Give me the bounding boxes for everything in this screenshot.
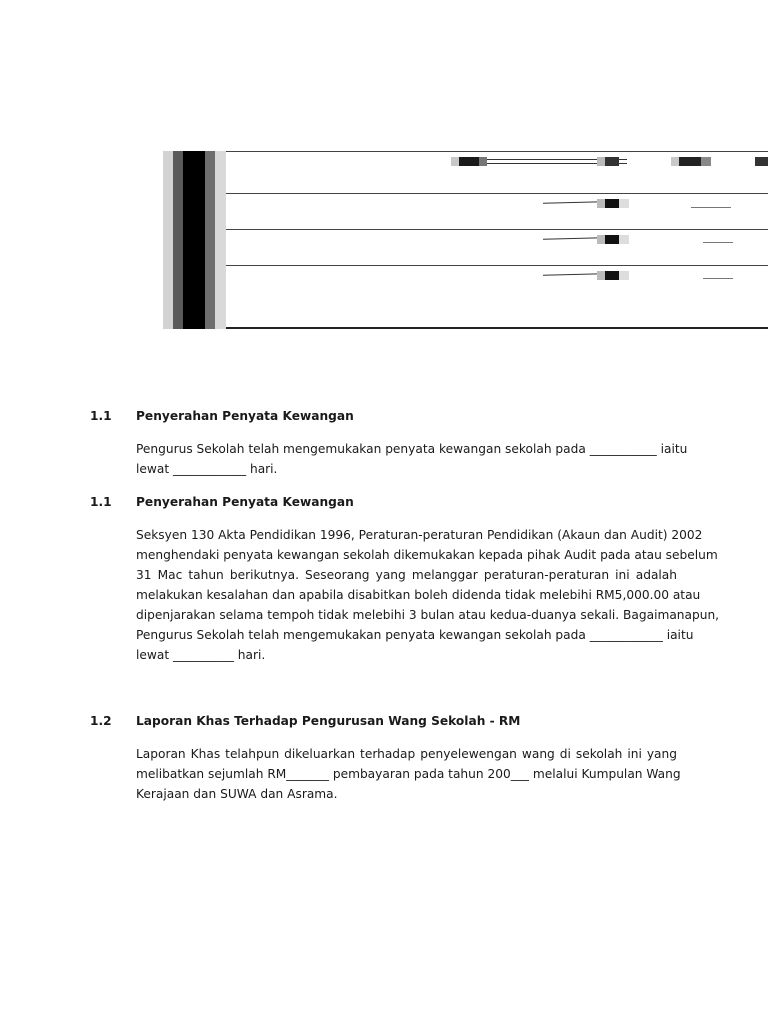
raster-artifact [543, 201, 603, 204]
raster-artifact [451, 157, 459, 166]
raster-artifact [605, 271, 619, 280]
raster-artifact [597, 271, 605, 280]
paragraph-line: melakukan kesalahan dan apabila disabitkan boleh didenda tidak melebihi RM5,000.00 atau [136, 588, 701, 602]
paragraph-line: Seksyen 130 Akta Pendidikan 1996, Peraturan-peraturan Pendidikan (Akaun dan Audit) 2002 [136, 528, 703, 542]
section-heading: Laporan Khas Terhadap Pengurusan Wang Sekolah - RM [136, 714, 521, 728]
raster-artifact [691, 207, 731, 208]
raster-artifact [619, 235, 629, 244]
raster-artifact [605, 157, 619, 166]
raster-artifact [597, 199, 605, 208]
paragraph-line: dipenjarakan selama tempoh tidak melebihi 3 bulan atau kedua-duanya sekali. Bagaimanapun, [136, 608, 720, 622]
paragraph-line: lewat ____________ hari. [136, 462, 278, 476]
raster-artifact [671, 157, 679, 166]
table-border-bar [183, 151, 205, 329]
table-border-bar [215, 151, 226, 329]
paragraph-line: Kerajaan dan SUWA dan Asrama. [136, 787, 338, 801]
section-number: 1.2 [90, 714, 112, 728]
paragraph-line: menghendaki penyata kewangan sekolah dikemukakan kepada pihak Audit pada atau sebelum [136, 548, 718, 562]
raster-artifact [755, 157, 768, 166]
raster-artifact [479, 157, 487, 166]
section-number: 1.1 [90, 409, 112, 423]
raster-artifact [679, 157, 701, 166]
paragraph-line: melibatkan sejumlah RM_______ pembayaran pada tahun 200___ melalui Kumpulan Wang [136, 767, 681, 781]
section-paragraph [136, 439, 688, 479]
table-row-line [226, 151, 768, 152]
section-paragraph [136, 744, 681, 804]
raster-artifact [597, 235, 605, 244]
table-row-line [226, 193, 768, 194]
raster-artifact [543, 273, 603, 276]
section-heading: Penyerahan Penyata Kewangan [136, 495, 354, 509]
section-number: 1.1 [90, 495, 112, 509]
section-heading: Penyerahan Penyata Kewangan [136, 409, 354, 423]
raster-artifact [597, 157, 605, 166]
raster-artifact [605, 235, 619, 244]
table-border-bar [173, 151, 183, 329]
table-row-line [226, 327, 768, 329]
raster-artifact [703, 278, 733, 279]
paragraph-line: Laporan Khas telahpun dikeluarkan terhadap penyelewengan wang di sekolah ini yang [136, 747, 677, 761]
raster-artifact [703, 242, 733, 243]
raster-artifact [701, 157, 711, 166]
raster-artifact [619, 271, 629, 280]
raster-artifact [543, 237, 603, 240]
paragraph-line: Pengurus Sekolah telah mengemukakan penyata kewangan sekolah pada ___________ iaitu [136, 442, 688, 456]
garbled-table-graphic [163, 151, 768, 329]
table-border-bar [163, 151, 173, 329]
paragraph-line: 31 Mac tahun berikutnya. Seseorang yang melanggar peraturan-peraturan ini adalah [136, 568, 677, 582]
table-border-bar [205, 151, 215, 329]
paragraph-line: Pengurus Sekolah telah mengemukakan penyata kewangan sekolah pada ____________ iaitu [136, 628, 694, 642]
table-row-line [226, 229, 768, 230]
section-paragraph [136, 525, 720, 665]
raster-artifact [459, 157, 479, 166]
raster-artifact [605, 199, 619, 208]
table-row-line [226, 265, 768, 266]
paragraph-line: lewat __________ hari. [136, 648, 266, 662]
raster-artifact [619, 199, 629, 208]
